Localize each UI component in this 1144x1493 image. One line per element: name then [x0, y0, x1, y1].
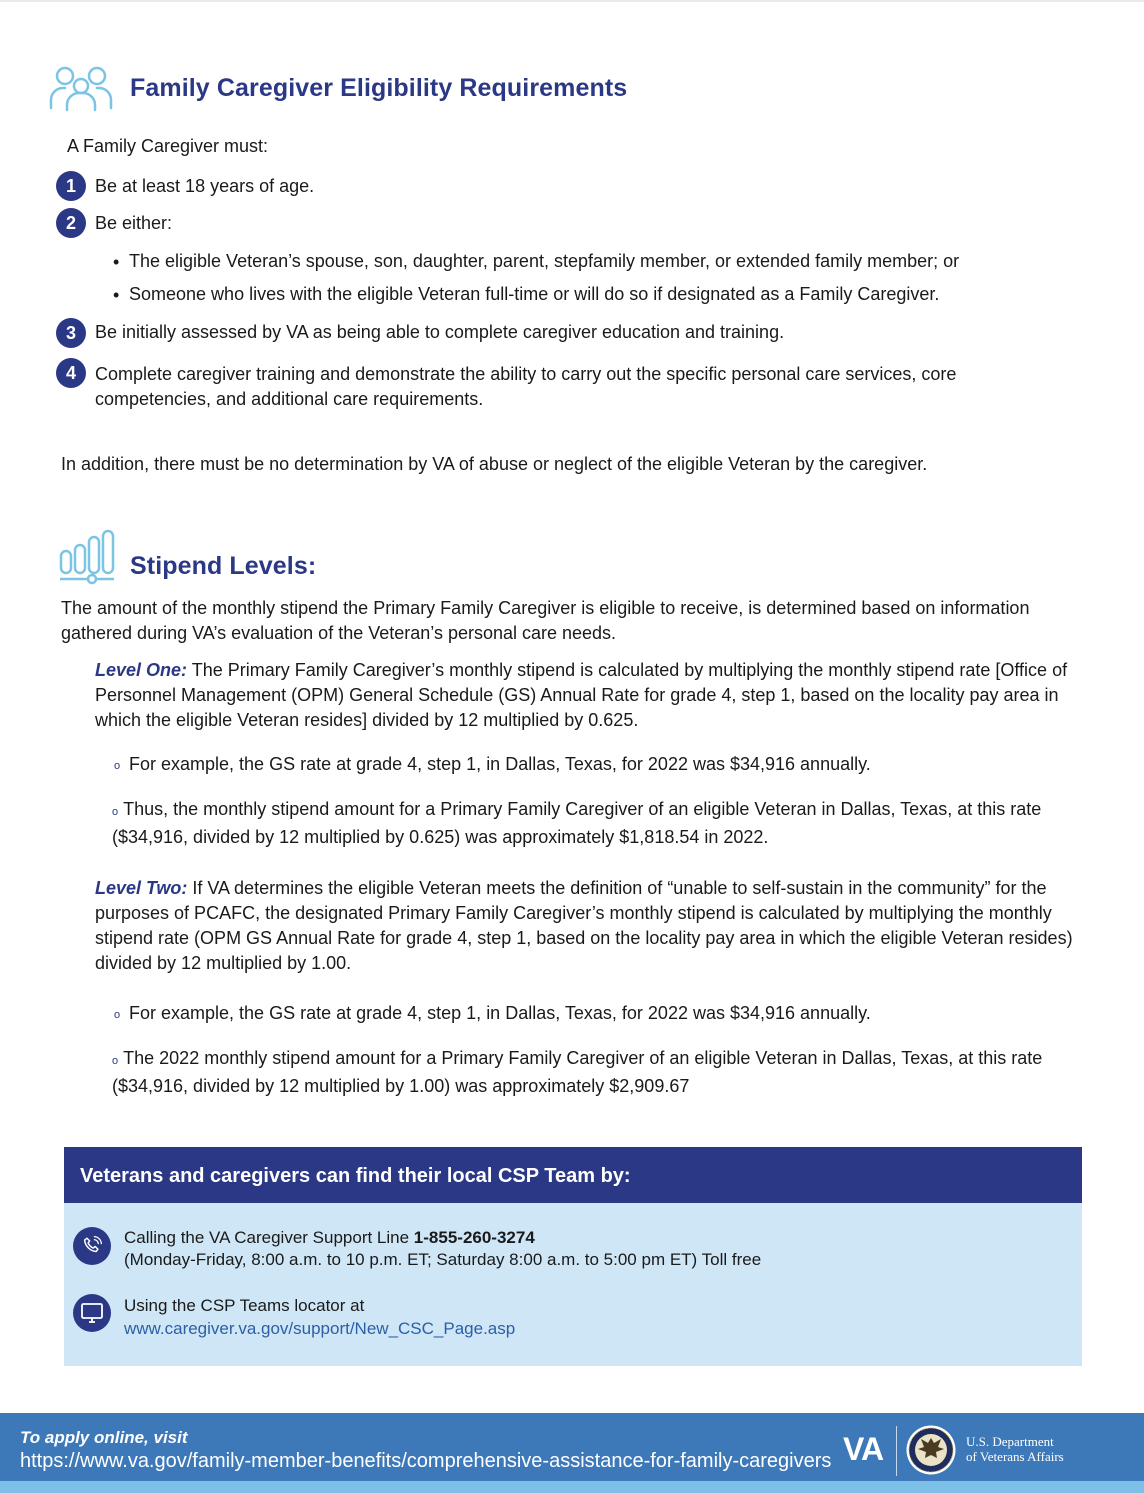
requirement-1: Be at least 18 years of age.	[95, 176, 315, 196]
level-one-example: For example, the GS rate at grade 4, step 1, in Dallas, Texas, for 2022 was $34,916 annually.	[129, 754, 871, 774]
apply-link[interactable]: https://www.va.gov/family-member-benefits/comprehensive-assistance-for-family-caregivers	[20, 1450, 832, 1472]
logo-divider	[896, 1426, 897, 1476]
level-two-calculation-text: The 2022 monthly stipend amount for a Primary Family Caregiver of an eligible Veteran in Dallas, Texas, at this rate ($34,916, divided by 12 multiplied by 1.00) was approximately $2,909.67	[112, 1048, 1043, 1096]
circle-bullet: o	[114, 1009, 121, 1021]
bar-chart-icon	[58, 529, 116, 587]
requirement-4: Complete caregiver training and demonstrate the ability to carry out the specific personal care services, core competencies, and additional care requirements.	[95, 364, 957, 409]
csp-phone-prefix: Calling the VA Caregiver Support Line	[124, 1228, 414, 1247]
level-two-text: If VA determines the eligible Veteran meets the definition of “unable to self-sustain in the community” for the purposes of PCAFC, the designated Primary Family Caregiver’s monthly stipend is calculated by multiplying the monthly stipend rate (OPM GS Annual Rate for grade 4, step 1, based on the locality pay area in which the eligible Veteran resides) divided by 12 multiplied by 1.00.	[95, 878, 1073, 973]
top-border	[0, 0, 1144, 2]
csp-phone-hours: (Monday-Friday, 8:00 a.m. to 10 p.m. ET; Saturday 8:00 a.m. to 5:00 pm ET) Toll free	[124, 1250, 762, 1269]
apply-label: To apply online, visit	[20, 1428, 188, 1447]
va-seal-icon	[905, 1424, 957, 1476]
bullet-marker: •	[113, 285, 120, 305]
step-badge-4: 4	[56, 358, 86, 388]
footer-strip	[0, 1481, 1144, 1493]
requirement-3: Be initially assessed by VA as being able to complete caregiver education and training.	[95, 322, 785, 342]
csp-locator-link[interactable]: www.caregiver.va.gov/support/New_CSC_Page.asp	[124, 1319, 516, 1338]
circle-bullet: o	[114, 760, 121, 772]
level-one-calculation	[112, 797, 1077, 850]
level-one-label: Level One:	[95, 660, 188, 680]
requirement-2: Be either:	[95, 213, 173, 233]
family-icon	[48, 64, 114, 112]
level-one-calculation-text: Thus, the monthly stipend amount for a Primary Family Caregiver of an eligible Veteran in Dallas, Texas, at this rate ($34,916, divided by 12 multiplied by 0.625) was approximately $1,818.54 in 2022.	[112, 799, 1042, 847]
department-line-1: U.S. Department	[966, 1434, 1054, 1449]
level-two-label: Level Two:	[95, 878, 188, 898]
eligibility-addition: In addition, there must be no determination by VA of abuse or neglect of the eligible Veteran by the caregiver.	[61, 454, 928, 474]
level-two-calculation	[112, 1046, 1077, 1099]
circle-bullet: o	[112, 806, 119, 818]
csp-header: Veterans and caregivers can find their local CSP Team by:	[64, 1147, 1082, 1203]
stipend-title: Stipend Levels:	[130, 552, 317, 580]
csp-locator-text: Using the CSP Teams locator at	[124, 1296, 365, 1315]
monitor-icon	[73, 1294, 111, 1332]
va-logo: VA	[843, 1431, 884, 1467]
level-one-paragraph	[95, 658, 1090, 733]
department-line-2: of Veterans Affairs	[966, 1449, 1064, 1464]
requirement-2-option-1: The eligible Veteran’s spouse, son, daughter, parent, stepfamily member, or extended family member; or	[129, 251, 960, 271]
eligibility-title: Family Caregiver Eligibility Requirements	[130, 74, 628, 102]
phone-icon	[73, 1227, 111, 1265]
bullet-marker: •	[113, 252, 120, 272]
circle-bullet: o	[112, 1055, 119, 1067]
csp-phone-line	[124, 1227, 535, 1249]
level-one-text: The Primary Family Caregiver’s monthly stipend is calculated by multiplying the monthly stipend rate [Office of Personnel Management (OPM) General Schedule (GS) Annual Rate for grade 4, step 1, based on the locality pay area in which the eligible Veteran resides] divided by 12 multiplied by 0.625.	[95, 660, 1068, 730]
eligibility-intro: A Family Caregiver must:	[67, 136, 269, 156]
step-badge-3: 3	[56, 318, 86, 348]
requirement-2-option-2: Someone who lives with the eligible Veteran full-time or will do so if designated as a Family Caregiver.	[129, 284, 940, 304]
step-badge-1: 1	[56, 171, 86, 201]
level-two-example: For example, the GS rate at grade 4, step 1, in Dallas, Texas, for 2022 was $34,916 annually.	[129, 1003, 871, 1023]
department-name	[966, 1434, 1064, 1464]
csp-phone-number[interactable]: 1-855-260-3274	[413, 1228, 535, 1247]
level-two-paragraph	[95, 876, 1085, 976]
step-badge-2: 2	[56, 208, 86, 238]
stipend-intro: The amount of the monthly stipend the Primary Family Caregiver is eligible to receive, is determined based on information gathered during VA’s evaluation of the Veteran’s personal care needs.	[61, 598, 1030, 643]
